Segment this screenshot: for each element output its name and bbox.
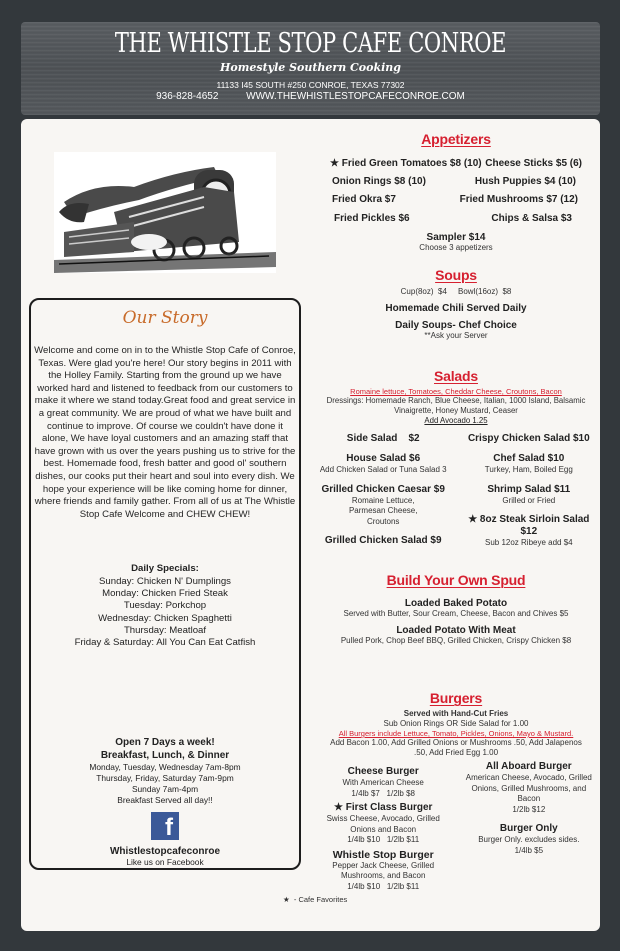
burger-desc: Pepper Jack Cheese, Grilled Mushrooms, and Bacon	[332, 860, 435, 880]
burgers-served: Served with Hand-Cut Fries	[403, 709, 509, 718]
salad-avocado: Add Avocado 1.25	[424, 416, 488, 425]
facebook-like-text: Like us on Facebook	[126, 857, 204, 867]
appetizers-title: Appetizers	[421, 131, 491, 147]
salad-desc: Romaine Lettuce, Parmesan Cheese, Croutons	[348, 495, 418, 526]
soup-note: **Ask your Server	[424, 331, 488, 340]
salad-name: Grilled Chicken Caesar $9	[321, 483, 445, 495]
header-banner	[21, 22, 600, 115]
salad-desc: Grilled or Fried	[502, 495, 556, 505]
burger-desc: Burger Only. excludes sides.	[478, 835, 580, 844]
burger-name: Whistle Stop Burger	[332, 848, 434, 861]
burgers-title: Burgers	[429, 690, 483, 706]
salad-name: Side Salad $2	[346, 433, 420, 444]
burger-name: All Aboard Burger	[485, 761, 572, 772]
story-text: Welcome and come on in to the Whistle Stop Cafe of Conroe, Texas. Were glad you're here! Our story begins in 2011 with the Holley Family. Starting from the ground up we have worked hard and listened to feedback from our customers to make it where we stand today.Great food and great service in a great community. We are proud of what we have built and continue to improve. Of course we couldn't have done it alone, We have loyal customers and an amazing staff that have grown with us over the years pushing us to strive for the best. Homemade food, fresh batter and good ol' southern dishes, our cooks put their heart and soul into every dish. We hope your experience will be like coming home for dinner, where friends and family gather. From all of us at The Whistle Stop Cafe Welcome and CHEW CHEW!	[34, 345, 296, 520]
appetizer-item: Fried Mushrooms $7 (12)	[459, 194, 578, 206]
specials-title: Daily Specials:	[131, 563, 199, 575]
burger-name: ★ First Class Burger	[333, 802, 433, 813]
salads-right-column	[462, 425, 596, 549]
open-title: Open 7 Days a week!	[115, 737, 215, 748]
burger-name: Burger Only	[499, 823, 558, 834]
appetizer-item: Fried Okra $7	[332, 194, 396, 206]
soups-section	[316, 267, 596, 341]
burger-desc: Swiss Cheese, Avocado, Grilled Onions and Bacon	[326, 814, 440, 834]
salad-dressings: Dressings: Homemade Ranch, Blue Cheese, Italian, 1000 Island, Balsamic Vinaigrette, Honey Mustard, Ceaser	[326, 396, 586, 415]
facebook-handle[interactable]: Whistlestopcafeconroe	[109, 846, 221, 857]
tagline: Homestyle Southern Cooking	[220, 61, 401, 74]
burgers-addons: Add Bacon 1.00, Add Grilled Onions or Mushrooms .50, Add Jalapenos .50, Add Fried Egg 1.00	[330, 738, 582, 757]
special-item: Tuesday: Porkchop	[123, 600, 207, 612]
burgers-section	[316, 690, 596, 892]
burger-desc: With American Cheese	[342, 778, 424, 787]
appetizer-item: Fried Pickles $6	[334, 212, 410, 224]
spud-title: Build Your Own Spud	[386, 572, 526, 588]
appetizer-item: ★ Fried Green Tomatoes $8 (10)	[330, 158, 482, 169]
appetizer-item: Hush Puppies $4 (10)	[474, 176, 576, 188]
restaurant-name: THE WHISTLE STOP CAFE CONROE	[114, 28, 507, 59]
facebook-icon[interactable]: f	[151, 812, 179, 840]
hours-line: Breakfast Served all day!!	[117, 795, 213, 805]
sampler: Sampler $14	[426, 231, 486, 243]
spud-desc: Pulled Pork, Chop Beef BBQ, Grilled Chicken, Crispy Chicken $8	[340, 636, 572, 645]
hours-line: Monday, Tuesday, Wednesday 7am-8pm	[89, 762, 241, 772]
story-title: Our Story	[122, 308, 208, 328]
salads-title: Salads	[434, 368, 478, 384]
train-icon	[54, 152, 276, 273]
appetizer-item: Cheese Sticks $5 (6)	[485, 158, 582, 169]
soups-title: Soups	[435, 267, 477, 283]
spud-section	[316, 572, 596, 646]
salad-name: Crispy Chicken Salad $10	[467, 433, 590, 444]
soup-daily: Daily Soups- Chef Choice	[395, 320, 517, 331]
salad-name: Chef Salad $10	[493, 453, 565, 464]
salad-name: Grilled Chicken Salad $9	[324, 535, 442, 546]
spud-desc: Served with Butter, Sour Cream, Cheese, Bacon and Chives $5	[343, 609, 569, 618]
appetizer-row	[330, 173, 582, 191]
website-link[interactable]: WWW.THEWHISTLESTOPCAFECONROE.COM	[246, 91, 465, 102]
special-item: Friday & Saturday: All You Can Eat Catfish	[74, 637, 256, 649]
salad-ingredients: Romaine lettuce, Tomatoes, Cheddar Cheese, Croutons, Bacon	[350, 387, 562, 396]
burger-price: 1/4lb $7 1/2lb $8	[351, 788, 415, 798]
burgers-includes: All Burgers include Lettuce, Tomato, Pickles, Onions, Mayo & Mustard.	[338, 729, 574, 738]
spud-name: Loaded Baked Potato	[404, 598, 508, 609]
salads-section	[316, 368, 596, 549]
special-item: Sunday: Chicken N' Dumplings	[99, 575, 231, 587]
burger-price: 1/2lb $12	[512, 804, 546, 814]
daily-specials	[31, 563, 299, 649]
favorites-legend: ★ - Cafe Favorites	[283, 895, 348, 904]
phone-number[interactable]: 936-828-4652	[156, 91, 219, 102]
spud-name: Loaded Potato With Meat	[396, 625, 516, 636]
burgers-left-column	[316, 758, 450, 892]
burger-price: 1/4lb $10 1/2lb $11	[347, 881, 420, 891]
special-item: Monday: Chicken Fried Steak	[102, 587, 228, 599]
appetizer-row	[330, 210, 582, 228]
special-item: Wednesday: Chicken Spaghetti	[98, 612, 232, 624]
burgers-sub: Sub Onion Rings OR Side Salad for 1.00	[383, 719, 529, 728]
hours-line: Thursday, Friday, Saturday 7am-9pm	[96, 773, 234, 783]
appetizer-row	[330, 191, 582, 209]
burger-desc: American Cheese, Avocado, Grilled Onions, Grilled Mushrooms, and Bacon	[465, 773, 592, 803]
salad-name: House Salad $6	[346, 453, 421, 464]
salad-desc: Add Chicken Salad or Tuna Salad 3	[319, 465, 447, 474]
burgers-right-column	[462, 758, 596, 892]
soup-chili: Homemade Chili Served Daily	[385, 303, 527, 314]
salads-left-column	[316, 425, 450, 549]
soup-sizes: Cup(8oz) $4 Bowl(16oz) $8	[400, 287, 512, 296]
salad-desc: Turkey, Ham, Boiled Egg	[484, 465, 573, 474]
contact-line	[21, 91, 600, 102]
salad-desc: Sub 12oz Ribeye add $4	[484, 538, 573, 547]
burger-price: 1/4lb $10 1/2lb $11	[347, 835, 420, 844]
salad-name: ★ 8oz Steak Sirloin Salad $12	[468, 514, 590, 537]
appetizer-row	[330, 155, 582, 173]
hours-section	[31, 736, 299, 867]
burger-price: 1/4lb $5	[514, 845, 544, 855]
address: 11133 I45 SOUTH #250 CONROE, TEXAS 77302	[216, 80, 405, 90]
our-story-box	[29, 298, 301, 870]
appetizer-item: Onion Rings $8 (10)	[332, 176, 426, 188]
sampler-note: Choose 3 appetizers	[419, 242, 493, 252]
appetizers-section	[316, 131, 596, 253]
burger-name: Cheese Burger	[347, 766, 419, 777]
train-illustration	[54, 152, 276, 273]
special-item: Thursday: Meatloaf	[123, 624, 207, 636]
appetizer-item: Chips & Salsa $3	[491, 212, 572, 224]
hours-line: Sunday 7am-4pm	[131, 784, 199, 794]
meals: Breakfast, Lunch, & Dinner	[100, 750, 230, 761]
salad-name: Shrimp Salad $11	[487, 483, 571, 495]
